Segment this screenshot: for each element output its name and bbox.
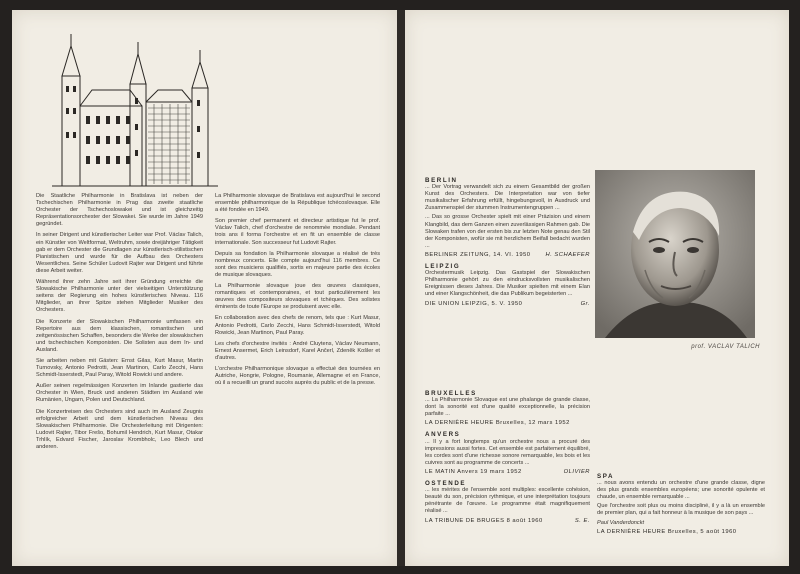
paragraph: Depuis sa fondation la Philharmonie slovaque a réalisé de très nombreux concerts. Elle compte aujourd'hui 116 membres. Ce sont des musiciens qualifiés, sortis en majeure partie des écoles de musique slovaques. <box>215 250 380 278</box>
bratislava-castle-illustration <box>42 28 222 188</box>
review-signature: S. E. <box>574 517 590 524</box>
paragraph: La Philharmonie slovaque joue des œuvres classiques, romantiques et contemporaines, et tout particulièrement les œuvres des compositeurs slovaques et tchèques. Des solistes éminents de toute l'Europe se produisent avec elle. <box>215 283 380 311</box>
paragraph: Die Staatliche Philharmonie in Bratislava ist neben der Tschechischen Philharmonie in Prag das zweite staatliche Orchester der Tschechoslowakei und ist gleichzeitig Repräsentationsorchester der Slowakei. Sie wurde im Jahre 1949 gegründet. <box>36 193 203 228</box>
review-text: ... les mérites de l'ensemble sont multiples: excellente cohésion, beauté du son, précision rythmique, et une interprétation toujours pénétrante de l'œuvre. Le programme était magnifiquement réalisé ... <box>425 487 590 515</box>
review-signature: Paul Vanderdonckt <box>597 519 645 526</box>
portrait-image <box>595 170 755 338</box>
left-page <box>12 10 397 566</box>
review-signature: Gr. <box>580 300 590 307</box>
review-source-name: LA DERNIÈRE HEURE Bruxelles, 5 août 1960 <box>597 528 737 535</box>
review-city: ANVERS <box>425 431 461 439</box>
review-source-name: LA DERNIÈRE HEURE Bruxelles, 12 mars 1952 <box>425 420 570 427</box>
paragraph: Während ihrer zehn Jahre seit ihrer Gründung erreichte die Slowakische Philharmonie unter der vielseitigen Unterstützung seitens der Regierung ein hohes künstlerisches Niveau. 116 Mitglieder, an ihrer Spitze stehen Mitglieder Musiker des Orchesters. <box>36 279 203 314</box>
review-source <box>425 518 590 525</box>
review-text: ... Das so grosse Orchester spielt mit einer Präzision und einem Klangbild, das dem Ganzen einen zuverlässigen Rahmen gab. Die Slowaken trafen von der ersten bis zur letzten Note genau den Stil der Komponisten, wofür sie mit herzlichem Beifall bedacht wurden ... <box>425 214 590 249</box>
review-source <box>425 420 590 427</box>
review-source-name: LE MATIN Anvers 19 mars 1952 <box>425 468 522 475</box>
paragraph: Les chefs d'orchestre invités : André Cluytens, Václav Neumann, Ernest Ansermet, Erich Leinsdorf, Karel Ančerl, Zdeněk Košler et d'autres. <box>215 340 380 361</box>
reviews-column-top <box>425 173 590 311</box>
review-city: BRUXELLES <box>425 390 477 397</box>
french-text-column <box>215 193 380 391</box>
review-text: ... Der Vortrag verwandelt sich zu einem Gesamtbild der großen Kunst des Orchesters. Die Interpretation war von tiefer musikalischer Erfahrung erfüllt, hingebungsvoll, in Ausdruck und Zusammenspiel der stummen Instrumentengruppen ... <box>425 184 590 212</box>
review-text: ... La Philharmonie Slovaque est une phalange de grande classe, dont la sonorité est d'une qualité exceptionnelle, la précision parfaite ... <box>425 397 590 418</box>
review-city: OSTENDE <box>425 480 467 488</box>
review-text: Orchestermusik Leipzig. Das Gastspiel der Slowakischen Philharmonie gehört zu den eindrucksvollsten musikalischen Ereignissen dieses Jahres. Die Musiker spielten mit einem Elan und einer Klangschönheit, die das Publikum begeisterten ... <box>425 270 590 298</box>
paragraph: Die Konzerte der Slowakischen Philharmonie umfassen ein Repertoire aus dem klassischen, romantischen und zeitgenössischen Schaffen, besonders die Werke der slowakischen und tschechischen Komponisten. Die Solisten aus dem In- und Ausland. <box>36 318 203 353</box>
review-source <box>425 252 590 259</box>
review-text: Que l'orchestre soit plus ou moins discipliné, il y a là un ensemble de premier plan, qui a fait honneur à la musique de son pays ... <box>597 503 765 517</box>
review-city: LEIPZIG <box>425 263 461 271</box>
review-city: SPA <box>597 473 615 480</box>
paragraph: Sie arbeiten neben mit Gästen: Ernst Gilas, Kurt Masur, Martin Turnovsky, Antonio Pedrotti, Jean Martinon, Carlo Zecchi, Hans Schmidt-Isserstedt, Paul Paray, Witold Rowicki und andere. <box>36 357 203 379</box>
right-page <box>405 10 789 566</box>
review-source <box>425 469 590 476</box>
paragraph: L'orchestre Philharmonique slovaque a effectué des tournées en Autriche, Hongrie, Pologne, Roumanie, Allemagne et en France, où il a recueilli un grand succès auprès du public et de la presse. <box>215 365 380 387</box>
book-gutter <box>397 10 405 566</box>
review-text: ... Il y a fort longtemps qu'un orchestre nous a procuré des impressions aussi fortes. Cet ensemble est parfaitement équilibré, les cordes sont d'une richesse sonore remarquable, les bois et les cuivres sont au programme de concerts ... <box>425 438 590 466</box>
paragraph: Son premier chef permanent et directeur artistique fut le prof. Václav Talich, chef d'orchestre de renommée mondiale. Pendant trois ans il forma l'orchestre et en fit un ensemble de classe internationale. Son successeur fut Ludovit Rajter. <box>215 218 380 246</box>
review-text: ... nous avons entendu un orchestre d'une grande classe, digne des plus grands ensembles européens; une sonorité opulente et chaude, un ensemble remarquable ... <box>597 480 765 501</box>
review-signature: OLIVIER <box>563 468 590 475</box>
paragraph: La Philharmonie slovaque de Bratislava est aujourd'hui le second ensemble philharmonique de la République tchécoslovaque. Elle a été fondée en 1949. <box>215 193 380 214</box>
reviews-column-bottom <box>425 386 590 528</box>
review-signature: H. SCHAEFER <box>545 251 590 258</box>
german-text-column <box>36 193 203 455</box>
review-source-name: DIE UNION LEIPZIG, 5. V. 1950 <box>425 300 523 307</box>
review-source <box>425 301 590 308</box>
photo-caption: prof. VACLAV TALICH <box>691 344 760 350</box>
reviews-column-right <box>597 473 765 539</box>
review-city: BERLIN <box>425 177 458 184</box>
portrait-photo <box>595 170 755 338</box>
review-source-name: LA TRIBUNE DE BRUGES 8 août 1960 <box>425 517 543 524</box>
paragraph: In seiner Dirigent und künstlerischer Leiter war Prof. Václav Talich, ein Künstler von Weltformat, Weltruhm, sowie dreijähriger Tätigkeit gab er dem Orchester die Grundlagen zur künstlerisch-stilistischen Pianistischen und wurde für die Aufbau des Orchesters Wesentliches. Seine Schüler Ludovit Rajter war Dirigent und führte diese Arbeit weiter. <box>36 232 203 274</box>
paragraph: Außer seinen regelmässigen Konzerten im Inlande gastierte das Orchester in Wien, Bruck und anderen Städten im Ausland wie Rumänien, Ungarn, Polen und Deutschland. <box>36 383 203 404</box>
paragraph: En collaboration avec des chefs de renom, tels que : Kurt Masur, Antonio Pedrotti, Carlo Zecchi, Hans Schmidt-Isserstedt, Witold Rowicki, Jean Martinon, Paul Paray. <box>215 315 380 336</box>
paragraph: Die Konzertreisen des Orchesters sind auch im Ausland Zeugnis erfolgreicher Arbeit und dem künstlerischen Niveau des Slowakischen Philharmonie. Die Orchesterleitung mit Dirigenten: Ludovit Rajter, Tibor Frešo, Bohumil Hendrich, Kurt Masur, Otakar Trhlík, Edvard Fischer, Jaroslav Krombholc, Leo Blech und anderen. <box>36 408 203 450</box>
review-source-name: BERLINER ZEITUNG, 14. VI. 1950 <box>425 251 531 258</box>
